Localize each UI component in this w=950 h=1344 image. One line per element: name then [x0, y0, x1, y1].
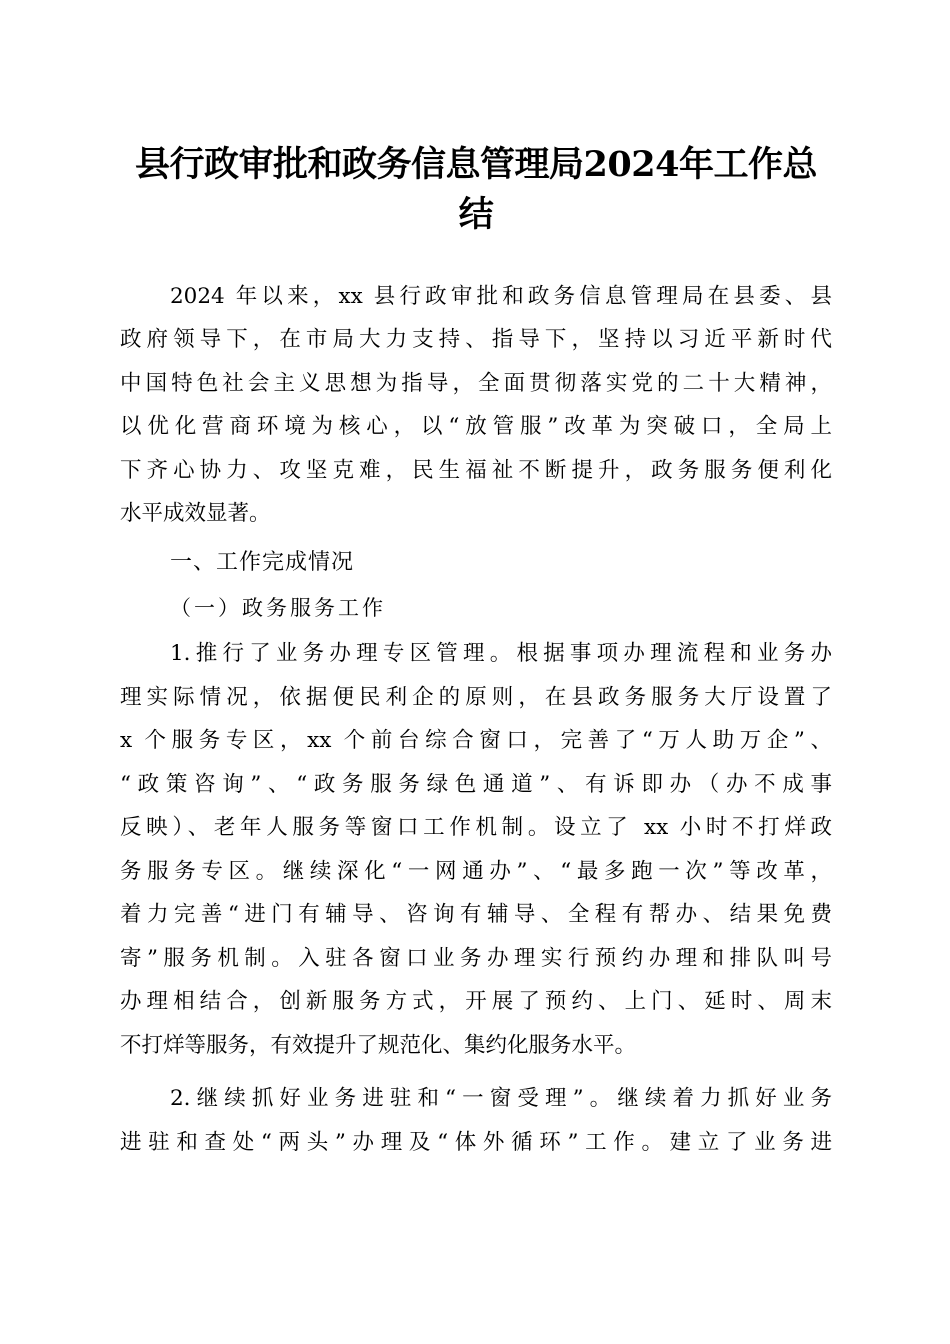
intro-line-1: 2024 年以来，xx 县行政审批和政务信息管理局在县委、县 — [170, 284, 832, 309]
item1-line-3: x 个服务专区，xx 个前台综合窗口，完善了“万人助万企”、 — [120, 728, 832, 753]
intro-line-6: 水平成效显著。 — [120, 501, 271, 526]
document-title — [120, 140, 832, 240]
section-heading: 一、工作完成情况 — [170, 550, 355, 575]
item1-line-7: 着力完善“进门有辅导、咨询有辅导、全程有帮办、结果免费 — [120, 902, 832, 927]
item1-line-4: “政策咨询”、“政务服务绿色通道”、有诉即办（办不成事 — [120, 772, 832, 797]
subsection-heading: （一）政务服务工作 — [170, 596, 386, 620]
item1-line-2: 理实际情况，依据便民利企的原则，在县政务服务大厅设置了 — [120, 685, 832, 710]
item1-line-6: 务服务专区。继续深化“一网通办”、“最多跑一次”等改革， — [120, 859, 832, 884]
title-line-1: 县行政审批和政务信息管理局2024年工作总 — [135, 144, 817, 185]
intro-line-3: 中国特色社会主义思想为指导，全面贯彻落实党的二十大精神， — [120, 371, 832, 396]
item1-line-8: 寄”服务机制。入驻各窗口业务办理实行预约办理和排队叫号 — [120, 946, 832, 971]
intro-line-5: 下齐心协力、攻坚克难，民生福祉不断提升，政务服务便利化 — [120, 458, 832, 483]
item1-line-1: 1.推行了业务办理专区管理。根据事项办理流程和业务办 — [170, 641, 832, 666]
intro-line-2: 政府领导下，在市局大力支持、指导下，坚持以习近平新时代 — [120, 327, 832, 352]
item2-line-1: 2.继续抓好业务进驻和“一窗受理”。继续着力抓好业务 — [170, 1086, 832, 1111]
title-line-2: 结 — [458, 194, 494, 235]
item1-line-9: 办理相结合，创新服务方式，开展了预约、上门、延时、周末 — [120, 989, 832, 1014]
item2-line-2: 进驻和查处“两头”办理及“体外循环”工作。建立了业务进 — [120, 1130, 832, 1155]
item1-line-5: 反映）、老年人服务等窗口工作机制。设立了 xx 小时不打烊政 — [120, 815, 832, 840]
intro-line-4: 以优化营商环境为核心，以“放管服”改革为突破口，全局上 — [120, 414, 832, 439]
item1-line-10: 不打烊等服务，有效提升了规范化、集约化服务水平。 — [120, 1033, 637, 1058]
